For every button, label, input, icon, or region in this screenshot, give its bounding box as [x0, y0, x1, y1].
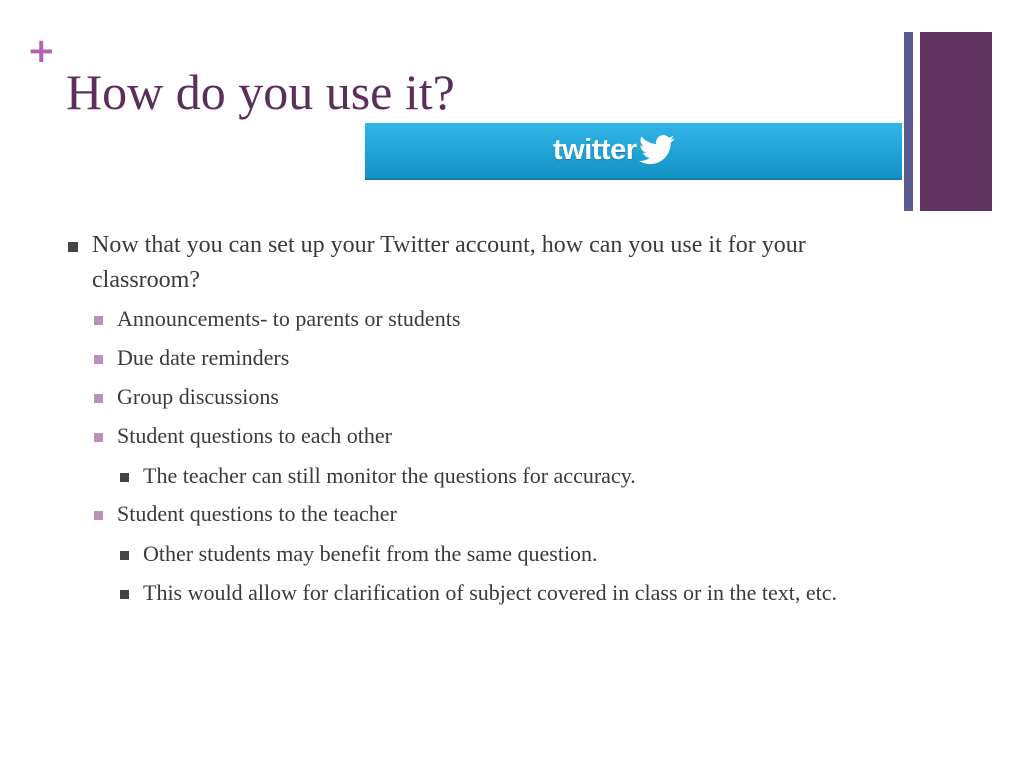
sub-sub-bullet-text: This would allow for clarification of subject covered in class or in the text, etc.	[143, 580, 837, 605]
square-bullet-icon	[68, 242, 78, 252]
square-bullet-icon	[120, 473, 129, 482]
sub-sub-bullet-item	[66, 538, 886, 570]
sub-sub-bullet-text: Other students may benefit from the same question.	[143, 541, 598, 566]
sub-bullet-text: Student questions to the teacher	[117, 501, 397, 526]
sub-bullet-item	[66, 343, 886, 373]
square-bullet-icon	[94, 355, 103, 364]
square-bullet-icon	[94, 511, 103, 520]
sub-bullet-text: Announcements- to parents or students	[117, 306, 461, 331]
twitter-logo	[553, 133, 676, 167]
sub-bullet-item	[66, 382, 886, 412]
sub-bullet-item	[66, 499, 886, 529]
sub-sub-bullet-text: The teacher can still monitor the questions for accuracy.	[143, 463, 636, 488]
sub-bullet-text: Due date reminders	[117, 345, 290, 370]
square-bullet-icon	[94, 316, 103, 325]
square-bullet-icon	[120, 551, 129, 560]
square-bullet-icon	[94, 433, 103, 442]
sub-bullet-text: Student questions to each other	[117, 423, 392, 448]
slide-title: How do you use it?	[66, 64, 455, 120]
decorative-bar-thin	[904, 32, 913, 211]
plus-decoration-icon: +	[27, 31, 56, 71]
sub-bullet-text: Group discussions	[117, 384, 279, 409]
square-bullet-icon	[120, 590, 129, 599]
bullet-text: Now that you can set up your Twitter account, how can you use it for your classroom?	[92, 232, 806, 293]
decorative-bar-thick	[920, 32, 992, 211]
sub-sub-bullet-item	[66, 460, 886, 492]
sub-bullet-item	[66, 304, 886, 334]
twitter-bird-icon	[638, 135, 676, 165]
bullet-item	[66, 228, 886, 298]
twitter-banner	[365, 123, 902, 180]
square-bullet-icon	[94, 394, 103, 403]
slide-content	[66, 228, 886, 616]
sub-sub-bullet-item	[66, 577, 886, 609]
twitter-logo-text: twitter	[553, 134, 637, 166]
sub-bullet-item	[66, 421, 886, 451]
